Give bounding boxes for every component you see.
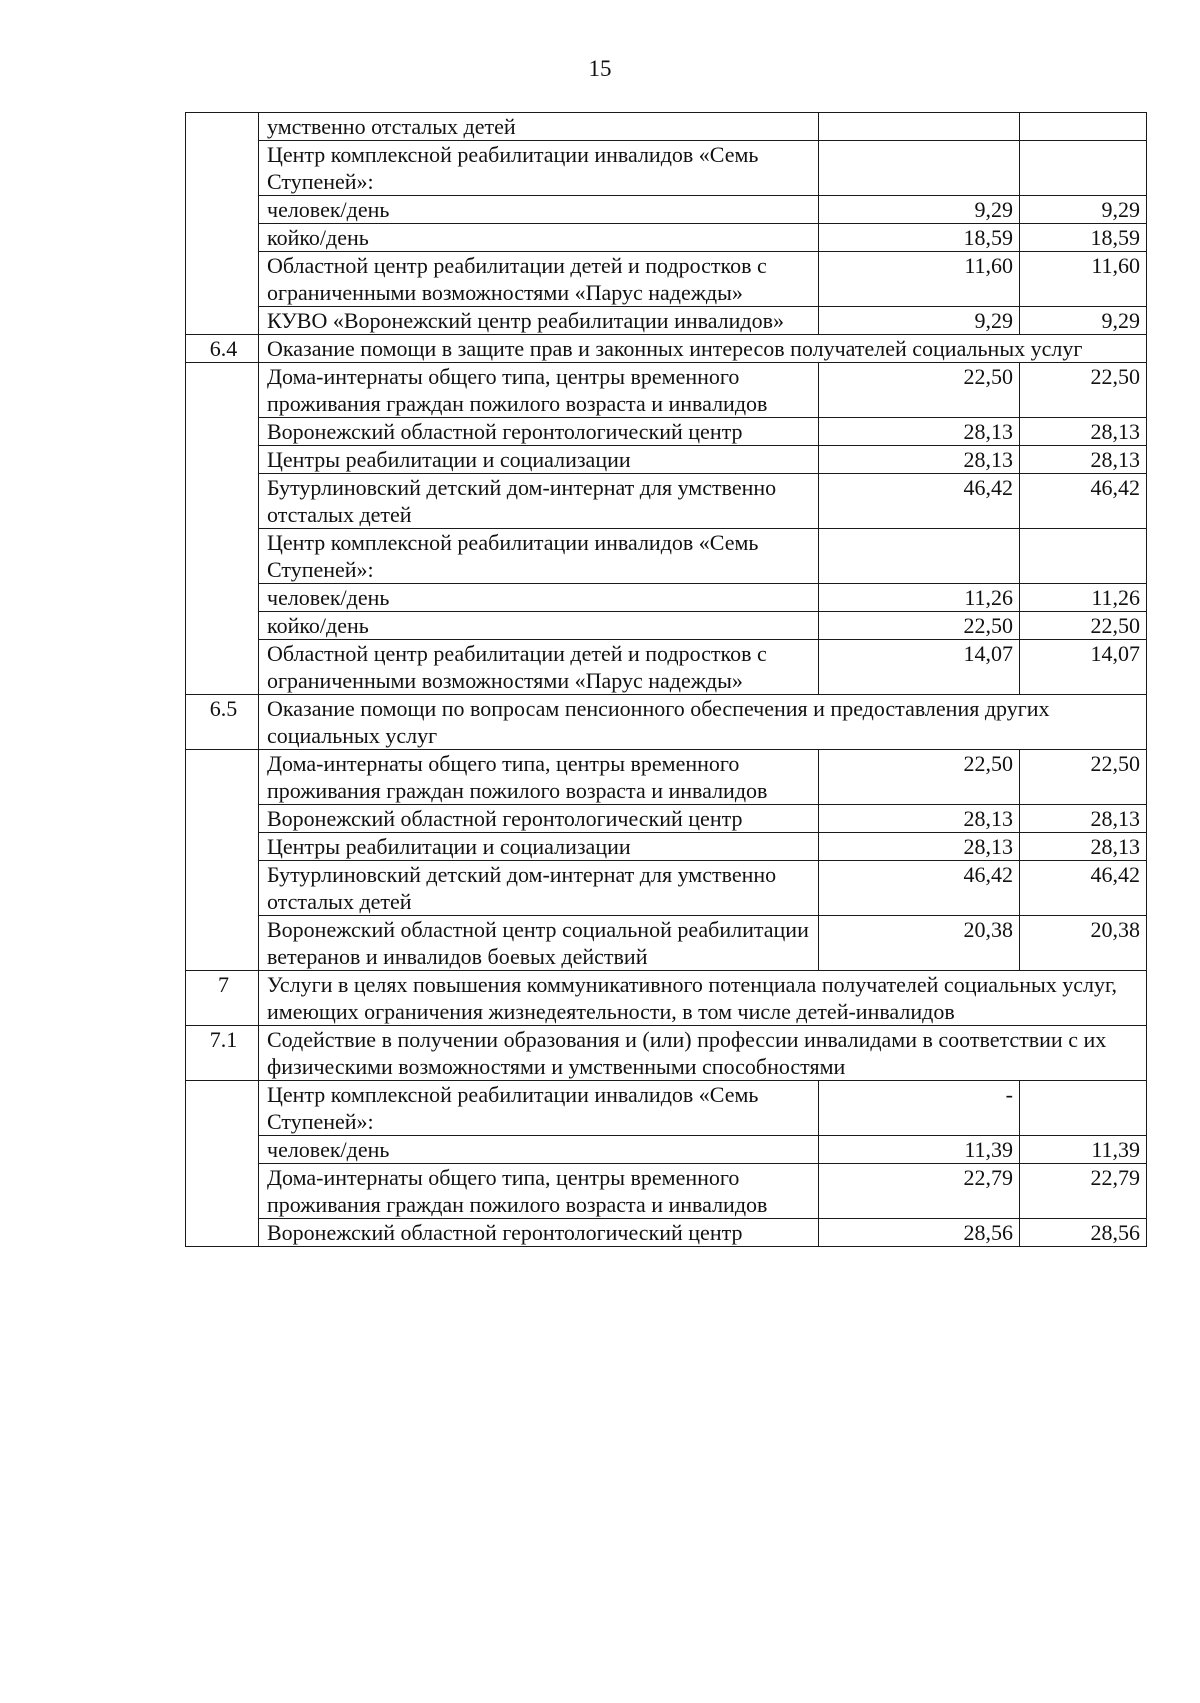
table-row (186, 612, 1147, 640)
table-row (186, 1081, 1147, 1136)
table-row (186, 113, 1147, 141)
section-title: Содействие в получении образования и (или) профессии инвалидами в соответствии с их физическими возможностями и умственными способностями (259, 1026, 1147, 1081)
section-number: 6.5 (186, 695, 259, 750)
tariff-value-1: 28,13 (819, 805, 1020, 833)
institution-name: Бутурлиновский детский дом-интернат для умственно отсталых детей (259, 861, 819, 916)
institution-name: человек/день (259, 1136, 819, 1164)
tariff-value-2 (1020, 141, 1147, 196)
section-row (186, 695, 1147, 750)
table-row (186, 1219, 1147, 1247)
institution-name: Воронежский областной геронтологический центр (259, 805, 819, 833)
table-row (186, 252, 1147, 307)
tariff-value-1: 18,59 (819, 224, 1020, 252)
institution-name: Центр комплексной реабилитации инвалидов «Семь Ступеней»: (259, 529, 819, 584)
table-row (186, 446, 1147, 474)
tariff-value-2: 22,50 (1020, 612, 1147, 640)
table-row (186, 196, 1147, 224)
institution-name: Областной центр реабилитации детей и подростков с ограниченными возможностями «Парус надежды» (259, 640, 819, 695)
institution-name: Дома-интернаты общего типа, центры временного проживания граждан пожилого возраста и инвалидов (259, 750, 819, 805)
section-row (186, 1026, 1147, 1081)
institution-name: КУВО «Воронежский центр реабилитации инвалидов» (259, 307, 819, 335)
institution-name: Дома-интернаты общего типа, центры временного проживания граждан пожилого возраста и инвалидов (259, 363, 819, 418)
table-row (186, 307, 1147, 335)
section-row (186, 971, 1147, 1026)
table-row (186, 1164, 1147, 1219)
tariff-value-1: 14,07 (819, 640, 1020, 695)
tariff-value-2 (1020, 113, 1147, 141)
tariff-value-2: 14,07 (1020, 640, 1147, 695)
institution-name: Областной центр реабилитации детей и подростков с ограниченными возможностями «Парус надежды» (259, 252, 819, 307)
number-cell (186, 750, 259, 971)
tariff-value-2 (1020, 1081, 1147, 1136)
tariff-value-1: 46,42 (819, 474, 1020, 529)
institution-name: Центры реабилитации и социализации (259, 446, 819, 474)
tariff-value-2: 22,50 (1020, 363, 1147, 418)
tariff-value-2: 22,79 (1020, 1164, 1147, 1219)
table-row (186, 529, 1147, 584)
table-row (186, 833, 1147, 861)
tariff-table-body (186, 113, 1147, 1247)
table-row (186, 418, 1147, 446)
tariff-value-2: 28,13 (1020, 833, 1147, 861)
section-row (186, 335, 1147, 363)
table-row (186, 584, 1147, 612)
tariff-value-2: 28,56 (1020, 1219, 1147, 1247)
tariff-value-2: 46,42 (1020, 474, 1147, 529)
number-cell (186, 1081, 259, 1247)
institution-name: человек/день (259, 196, 819, 224)
tariff-value-1: 9,29 (819, 196, 1020, 224)
tariff-value-1 (819, 113, 1020, 141)
institution-name: Дома-интернаты общего типа, центры временного проживания граждан пожилого возраста и инвалидов (259, 1164, 819, 1219)
tariff-value-1: 22,50 (819, 363, 1020, 418)
tariff-value-1: 28,56 (819, 1219, 1020, 1247)
tariff-value-2 (1020, 529, 1147, 584)
tariff-value-2: 11,60 (1020, 252, 1147, 307)
tariff-table (185, 112, 1147, 1247)
tariff-value-2: 22,50 (1020, 750, 1147, 805)
tariff-value-1: 20,38 (819, 916, 1020, 971)
number-cell (186, 363, 259, 695)
institution-name: человек/день (259, 584, 819, 612)
tariff-value-2: 28,13 (1020, 418, 1147, 446)
tariff-value-1: 11,26 (819, 584, 1020, 612)
table-row (186, 750, 1147, 805)
section-title: Оказание помощи по вопросам пенсионного обеспечения и предоставления других социальных услуг (259, 695, 1147, 750)
table-row (186, 474, 1147, 529)
table-row (186, 805, 1147, 833)
number-cell (186, 113, 259, 335)
table-row (186, 363, 1147, 418)
tariff-value-1: 28,13 (819, 446, 1020, 474)
section-title: Оказание помощи в защите прав и законных интересов получателей социальных услуг (259, 335, 1147, 363)
tariff-value-1: 22,50 (819, 750, 1020, 805)
tariff-value-2: 28,13 (1020, 446, 1147, 474)
page-number: 15 (588, 56, 612, 81)
tariff-value-1: - (819, 1081, 1020, 1136)
institution-name: Центры реабилитации и социализации (259, 833, 819, 861)
table-row (186, 640, 1147, 695)
section-title: Услуги в целях повышения коммуникативного потенциала получателей социальных услуг, имеющих ограничения жизнедеятельности, в том числе детей-инвалидов (259, 971, 1147, 1026)
institution-name: койко/день (259, 612, 819, 640)
tariff-value-1 (819, 529, 1020, 584)
tariff-value-1: 46,42 (819, 861, 1020, 916)
table-row (186, 141, 1147, 196)
table-row (186, 916, 1147, 971)
table-row (186, 861, 1147, 916)
section-number: 7 (186, 971, 259, 1026)
tariff-value-1: 22,50 (819, 612, 1020, 640)
section-number: 7.1 (186, 1026, 259, 1081)
tariff-value-1: 11,60 (819, 252, 1020, 307)
tariff-value-1 (819, 141, 1020, 196)
institution-name: Центр комплексной реабилитации инвалидов «Семь Ступеней»: (259, 141, 819, 196)
tariff-value-2: 11,39 (1020, 1136, 1147, 1164)
institution-name: Бутурлиновский детский дом-интернат для умственно отсталых детей (259, 474, 819, 529)
tariff-value-1: 9,29 (819, 307, 1020, 335)
table-row (186, 1136, 1147, 1164)
tariff-value-1: 22,79 (819, 1164, 1020, 1219)
tariff-value-2: 20,38 (1020, 916, 1147, 971)
tariff-value-1: 28,13 (819, 833, 1020, 861)
institution-name: Центр комплексной реабилитации инвалидов «Семь Ступеней»: (259, 1081, 819, 1136)
tariff-value-2: 11,26 (1020, 584, 1147, 612)
tariff-value-2: 9,29 (1020, 307, 1147, 335)
section-number: 6.4 (186, 335, 259, 363)
tariff-value-2: 28,13 (1020, 805, 1147, 833)
table-row (186, 224, 1147, 252)
tariff-value-2: 18,59 (1020, 224, 1147, 252)
tariff-value-1: 28,13 (819, 418, 1020, 446)
institution-name: Воронежский областной геронтологический центр (259, 1219, 819, 1247)
institution-name: умственно отсталых детей (259, 113, 819, 141)
institution-name: койко/день (259, 224, 819, 252)
institution-name: Воронежский областной центр социальной реабилитации ветеранов и инвалидов боевых действий (259, 916, 819, 971)
institution-name: Воронежский областной геронтологический центр (259, 418, 819, 446)
tariff-value-2: 9,29 (1020, 196, 1147, 224)
tariff-value-2: 46,42 (1020, 861, 1147, 916)
tariff-value-1: 11,39 (819, 1136, 1020, 1164)
